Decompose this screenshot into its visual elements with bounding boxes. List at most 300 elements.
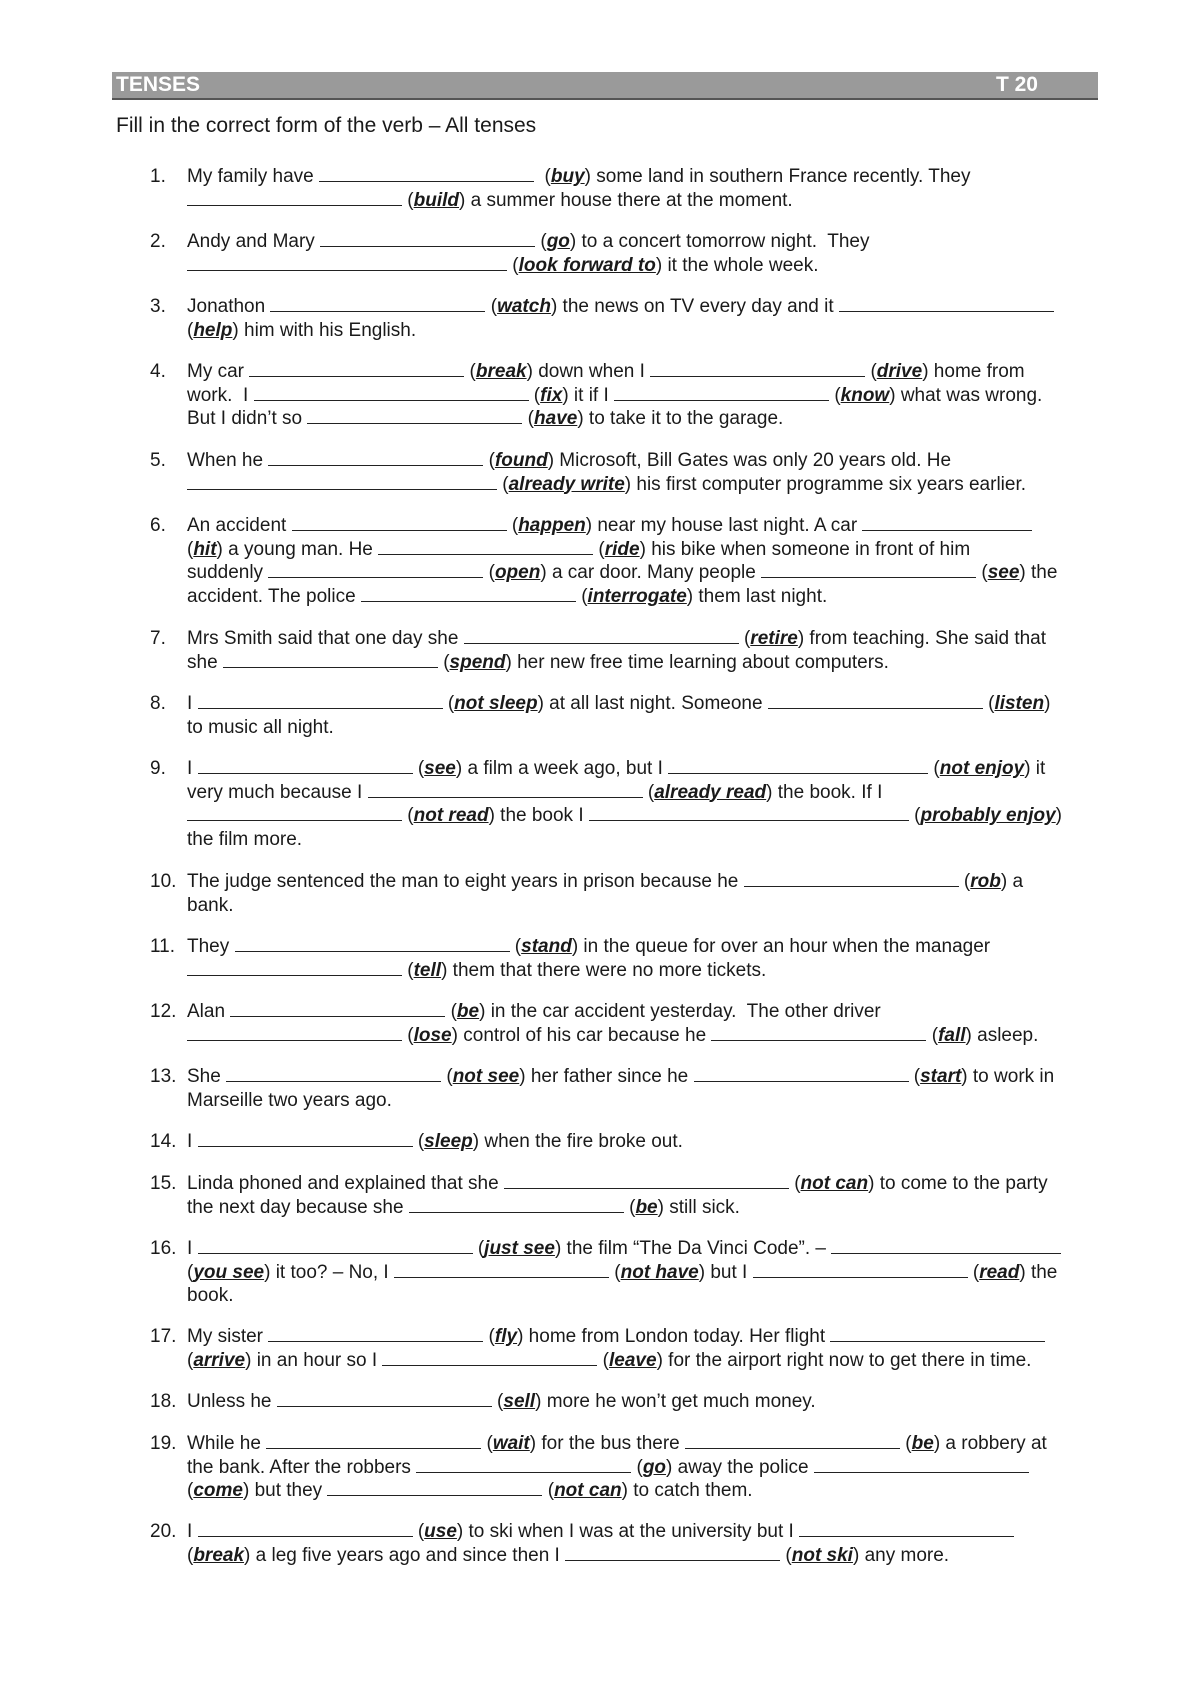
verb-hint: use <box>424 1521 457 1542</box>
answer-blank[interactable] <box>268 561 483 578</box>
text-line <box>187 1065 1102 1089</box>
sentence-text: ) home from London today. Her flight <box>517 1326 831 1347</box>
sentence-text: I <box>187 1131 198 1152</box>
sentence-text: ) the <box>1019 1261 1058 1283</box>
verb-hint: stand <box>521 936 572 957</box>
sentence-text: the film more. <box>187 828 303 850</box>
sentence-text: ( <box>623 1196 636 1218</box>
sentence-text: ( <box>967 1261 980 1283</box>
verb-hint: fall <box>938 1024 966 1046</box>
answer-blank[interactable] <box>270 295 485 312</box>
verb-hint: sleep <box>424 1131 473 1152</box>
sentence-text: ( <box>542 1480 555 1501</box>
answer-blank[interactable] <box>685 1432 900 1449</box>
verb-hint: not can <box>800 1173 869 1194</box>
sentence-text: ) asleep. <box>965 1024 1039 1046</box>
answer-blank[interactable] <box>319 165 534 182</box>
text-line <box>187 651 1102 675</box>
text-line <box>187 585 1102 609</box>
sentence-text: I <box>187 693 198 714</box>
sentence-text: ) a car door. Many people <box>540 562 762 583</box>
sentence-text: ) it the whole week. <box>655 254 819 276</box>
sentence-text: ) down when I <box>526 361 651 382</box>
text-line <box>187 804 1102 828</box>
sentence-text: ) to take it to the garage. <box>577 408 784 429</box>
sentence-text: When he <box>187 450 269 471</box>
sentence-text: My family have <box>187 166 319 187</box>
sentence-text: accident. The police <box>187 585 361 607</box>
sentence-text: ) from teaching. She said that <box>797 628 1047 649</box>
text-line <box>187 254 1102 278</box>
text-line <box>187 384 1102 408</box>
text-line <box>187 1349 1102 1373</box>
sentence-text: ) when the fire broke out. <box>472 1131 683 1152</box>
sentence-text: ) control of his car because he <box>451 1024 712 1046</box>
item-number: 20. <box>150 1521 177 1542</box>
item-text <box>187 627 1102 674</box>
text-line <box>187 165 1102 189</box>
sentence-text: ) any more. <box>852 1544 950 1566</box>
item-text <box>187 1325 1102 1372</box>
sentence-text: ) a summer house there at the moment. <box>459 189 793 211</box>
sentence-text: ) the book I <box>488 805 589 826</box>
answer-blank[interactable] <box>409 1196 624 1213</box>
item-number: 7. <box>150 628 166 649</box>
text-line <box>187 360 1102 384</box>
text-line <box>187 1479 1102 1503</box>
sentence-text: to music all night. <box>187 716 334 738</box>
sentence-text: ) in the queue for over an hour when the manager <box>571 936 991 957</box>
answer-blank[interactable] <box>277 1390 492 1407</box>
sentence-text: ) it <box>1024 758 1046 779</box>
answer-blank[interactable] <box>198 757 413 774</box>
answer-blank[interactable] <box>761 561 976 578</box>
sentence-text: ( <box>187 1349 194 1371</box>
sentence-text: ) the <box>1019 562 1058 583</box>
sentence-text: ) a film a week ago, but I <box>455 758 669 779</box>
sentence-text: ( <box>483 450 495 471</box>
sentence-text: ( <box>187 319 194 341</box>
sentence-text: My car <box>187 361 250 382</box>
answer-blank[interactable] <box>249 360 464 377</box>
answer-blank[interactable] <box>416 1456 631 1473</box>
verb-hint: see <box>987 562 1020 583</box>
text-line <box>187 561 1102 585</box>
verb-hint: build <box>413 189 459 211</box>
verb-hint: lose <box>413 1024 452 1046</box>
sentence-text: ) <box>1044 693 1051 714</box>
text-line <box>187 1000 1102 1024</box>
verb-hint: fix <box>540 384 563 406</box>
answer-blank[interactable] <box>814 1456 1029 1473</box>
sentence-text: ) away the police <box>666 1456 814 1478</box>
verb-hint: know <box>840 384 890 406</box>
sentence-text: ( <box>437 651 450 673</box>
sentence-text: ) to ski when I was at the university but I <box>456 1521 800 1542</box>
sentence-text: very much because I <box>187 781 368 803</box>
verb-hint: be <box>911 1433 934 1454</box>
verb-hint: be <box>456 1001 480 1022</box>
sentence-text: ) for the bus there <box>529 1433 686 1454</box>
sentence-text: While he <box>187 1433 267 1454</box>
item-text <box>187 935 1102 982</box>
item-number: 18. <box>150 1391 177 1412</box>
answer-blank[interactable] <box>361 585 576 602</box>
sentence-text: I <box>187 1238 198 1259</box>
answer-blank[interactable] <box>187 473 497 490</box>
text-line <box>187 757 1102 781</box>
sentence-text: I <box>187 758 198 779</box>
sentence-text: ( <box>597 1349 610 1371</box>
sentence-text: My sister <box>187 1326 269 1347</box>
text-line <box>187 538 1102 562</box>
sentence-text: ( <box>187 1544 194 1566</box>
item-text <box>187 1000 1102 1047</box>
sentence-text: ( <box>609 1261 621 1283</box>
worksheet-code: T 20 <box>995 73 1038 96</box>
sentence-text: the next day because she <box>187 1196 409 1218</box>
sentence-text: ) his bike when someone in front of him <box>639 538 971 560</box>
answer-blank[interactable] <box>839 295 1054 312</box>
answer-blank[interactable] <box>198 1237 473 1254</box>
verb-hint: tell <box>413 959 442 981</box>
sentence-text: ( <box>829 384 841 406</box>
text-line <box>187 1325 1102 1349</box>
sentence-text: ( <box>464 361 476 382</box>
sentence-text: ( <box>908 805 921 826</box>
text-line <box>187 692 1102 716</box>
sentence-text: ( <box>533 166 551 187</box>
sentence-text: But I didn’t so <box>187 408 308 429</box>
text-line <box>187 1261 1102 1285</box>
sentence-text: I <box>187 1521 198 1542</box>
item-number: 1. <box>150 166 166 187</box>
verb-hint: break <box>475 361 527 382</box>
verb-hint: not see <box>452 1066 520 1087</box>
answer-blank[interactable] <box>223 651 438 668</box>
sentence-text: ( <box>187 1261 194 1283</box>
page-header <box>112 72 1098 100</box>
answer-blank[interactable] <box>711 1024 926 1041</box>
sentence-text: ( <box>442 693 455 714</box>
answer-blank[interactable] <box>320 230 535 247</box>
answer-blank[interactable] <box>464 627 739 644</box>
answer-blank[interactable] <box>187 254 507 271</box>
sentence-text: ) the film “The Da Vinci Code”. – <box>554 1238 832 1259</box>
item-text <box>187 230 1102 277</box>
answer-blank[interactable] <box>565 1544 780 1561</box>
text-line <box>187 627 1102 651</box>
answer-blank[interactable] <box>862 514 1032 531</box>
answer-blank[interactable] <box>268 449 483 466</box>
sentence-text: ) some land in southern France recently. They <box>584 166 971 187</box>
sentence-text: ( <box>412 1131 425 1152</box>
item-number: 8. <box>150 693 166 714</box>
sentence-text: ) to come to the party <box>868 1173 1048 1194</box>
answer-blank[interactable] <box>268 1325 483 1342</box>
sentence-text: ( <box>187 1480 194 1501</box>
sentence-text: ) in an hour so I <box>245 1349 383 1371</box>
answer-blank[interactable] <box>226 1065 441 1082</box>
item-text <box>187 449 1102 496</box>
verb-hint: go <box>546 231 570 252</box>
sentence-text: ) them last night. <box>686 585 828 607</box>
sentence-text: ( <box>507 254 519 276</box>
item-number: 4. <box>150 361 166 382</box>
sentence-text: ( <box>976 562 988 583</box>
answer-blank[interactable] <box>187 1024 402 1041</box>
item-text <box>187 1432 1102 1503</box>
answer-blank[interactable] <box>230 1000 445 1017</box>
sentence-text: ) her new free time learning about computers. <box>505 651 889 673</box>
text-line <box>187 1284 1102 1308</box>
answer-blank[interactable] <box>768 692 983 709</box>
sentence-text: ( <box>788 1173 801 1194</box>
sentence-text: ) him with his English. <box>232 319 417 341</box>
text-line <box>187 319 1102 343</box>
item-number: 9. <box>150 758 166 779</box>
item-text <box>187 1520 1102 1567</box>
sentence-text: ( <box>412 758 425 779</box>
sentence-text: ( <box>928 758 940 779</box>
sentence-text: ( <box>958 871 971 892</box>
sentence-text: ) her father since he <box>519 1066 694 1087</box>
sentence-text: ( <box>509 936 522 957</box>
sentence-text: ) a <box>1000 871 1024 892</box>
sentence-text: ( <box>491 1391 504 1412</box>
item-number: 17. <box>150 1326 177 1347</box>
text-line <box>187 1130 1102 1154</box>
verb-hint: break <box>193 1544 245 1566</box>
sentence-text: ( <box>472 1238 485 1259</box>
sentence-text: ( <box>738 628 751 649</box>
item-number: 6. <box>150 515 166 536</box>
answer-blank[interactable] <box>198 1520 413 1537</box>
sentence-text: ( <box>402 189 414 211</box>
sentence-text: ( <box>497 473 509 495</box>
verb-hint: buy <box>550 166 585 187</box>
sentence-text: ) near my house last night. A car <box>585 515 863 536</box>
item-text <box>187 1237 1102 1308</box>
sentence-text: An accident <box>187 515 292 536</box>
sentence-text: ) what was wrong. <box>889 384 1043 406</box>
text-line <box>187 781 1102 805</box>
verb-hint: read <box>979 1261 1020 1283</box>
sentence-text: ( <box>445 1001 457 1022</box>
sentence-text: She <box>187 1066 227 1087</box>
item-text <box>187 870 1102 917</box>
answer-blank[interactable] <box>753 1261 968 1278</box>
sentence-text: book. <box>187 1285 234 1306</box>
verb-hint: drive <box>876 361 923 382</box>
item-text <box>187 1065 1102 1112</box>
answer-blank[interactable] <box>266 1432 481 1449</box>
sentence-text: ) it if I <box>562 384 615 406</box>
sentence-text: ( <box>481 1433 493 1454</box>
text-line <box>187 449 1102 473</box>
verb-hint: leave <box>609 1349 657 1371</box>
answer-blank[interactable] <box>378 538 593 555</box>
answer-blank[interactable] <box>187 189 402 206</box>
sentence-text: ( <box>631 1456 643 1478</box>
answer-blank[interactable] <box>198 692 443 709</box>
sentence-text: ( <box>187 538 194 560</box>
answer-blank[interactable] <box>504 1172 789 1189</box>
sentence-text: Andy and Mary <box>187 231 321 252</box>
sentence-text: ( <box>485 296 498 317</box>
item-number: 3. <box>150 296 166 317</box>
text-line <box>187 894 1102 918</box>
sentence-text: ( <box>412 1521 425 1542</box>
answer-blank[interactable] <box>589 804 909 821</box>
sentence-text: ) his first computer programme six years earlier. <box>624 473 1027 495</box>
verb-hint: start <box>920 1066 962 1087</box>
text-line <box>187 514 1102 538</box>
verb-hint: help <box>193 319 233 341</box>
item-number: 2. <box>150 231 166 252</box>
text-line <box>187 1456 1102 1480</box>
sentence-text: Linda phoned and explained that she <box>187 1173 504 1194</box>
sentence-text: ) the book. If I <box>766 781 883 803</box>
answer-blank[interactable] <box>235 935 510 952</box>
verb-hint: see <box>424 758 456 779</box>
sentence-text: Mrs Smith said that one day she <box>187 628 464 649</box>
answer-blank[interactable] <box>368 781 643 798</box>
sentence-text: ) <box>1055 805 1062 826</box>
verb-hint: rob <box>970 871 1001 892</box>
text-line <box>187 1520 1102 1544</box>
item-number: 13. <box>150 1066 177 1087</box>
sentence-text: ) but I <box>698 1261 753 1283</box>
text-line <box>187 230 1102 254</box>
sentence-text: ) still sick. <box>657 1196 740 1218</box>
verb-hint: ride <box>604 538 640 560</box>
verb-hint: not read <box>413 805 489 826</box>
answer-blank[interactable] <box>650 360 865 377</box>
verb-hint: hit <box>193 538 217 560</box>
text-line <box>187 1432 1102 1456</box>
verb-hint: found <box>494 450 548 471</box>
text-line <box>187 1237 1102 1261</box>
sentence-text: ) but they <box>242 1480 328 1501</box>
verb-hint: you see <box>193 1261 265 1283</box>
answer-blank[interactable] <box>394 1261 609 1278</box>
item-text <box>187 757 1102 851</box>
verb-hint: just see <box>484 1238 555 1259</box>
sentence-text: Jonathon <box>187 296 271 317</box>
sentence-text: ( <box>982 693 995 714</box>
answer-blank[interactable] <box>744 870 959 887</box>
verb-hint: sell <box>503 1391 536 1412</box>
item-text <box>187 514 1102 608</box>
item-number: 11. <box>150 936 176 957</box>
sentence-text: ) a robbery at <box>933 1433 1047 1454</box>
verb-hint: arrive <box>193 1349 246 1371</box>
sentence-text: ) home from <box>922 361 1025 382</box>
answer-blank[interactable] <box>292 514 507 531</box>
verb-hint: open <box>494 562 541 583</box>
verb-hint: not have <box>620 1261 699 1283</box>
item-text <box>187 1130 1102 1154</box>
verb-hint: come <box>193 1480 243 1501</box>
sentence-text: Alan <box>187 1001 231 1022</box>
verb-hint: probably enjoy <box>920 805 1056 826</box>
sentence-text: ( <box>535 231 547 252</box>
sentence-text: ( <box>483 562 495 583</box>
verb-hint: go <box>642 1456 667 1478</box>
answer-blank[interactable] <box>668 757 928 774</box>
sentence-text: Unless he <box>187 1391 277 1412</box>
verb-hint: already read <box>654 781 767 803</box>
sentence-text: ) to catch them. <box>621 1480 753 1501</box>
verb-hint: listen <box>994 693 1045 714</box>
answer-blank[interactable] <box>830 1325 1045 1342</box>
answer-blank[interactable] <box>327 1479 542 1496</box>
answer-blank[interactable] <box>614 384 829 401</box>
answer-blank[interactable] <box>187 959 402 976</box>
item-number: 16. <box>150 1238 177 1259</box>
answer-blank[interactable] <box>799 1520 1014 1537</box>
text-line <box>187 407 1102 431</box>
answer-blank[interactable] <box>254 384 529 401</box>
item-text <box>187 360 1102 431</box>
verb-hint: not ski <box>791 1544 853 1566</box>
verb-hint: be <box>635 1196 658 1218</box>
item-number: 14. <box>150 1131 177 1152</box>
sentence-text: ( <box>575 585 588 607</box>
sentence-text: ) them that there were no more tickets. <box>441 959 767 981</box>
sentence-text: The judge sentenced the man to eight years in prison because he <box>187 871 744 892</box>
item-number: 15. <box>150 1173 177 1194</box>
sentence-text: ) more he won’t get much money. <box>535 1391 816 1412</box>
text-line <box>187 1196 1102 1220</box>
verb-hint: look forward to <box>518 254 656 276</box>
sentence-text: They <box>187 936 235 957</box>
sentence-text: ( <box>900 1433 912 1454</box>
sentence-text: ( <box>908 1066 921 1087</box>
verb-hint: not sleep <box>454 693 538 714</box>
sentence-text: ( <box>528 384 541 406</box>
answer-blank[interactable] <box>198 1130 413 1147</box>
verb-hint: interrogate <box>587 585 687 607</box>
text-line <box>187 716 1102 740</box>
text-line <box>187 1390 1102 1414</box>
answer-blank[interactable] <box>831 1237 1061 1254</box>
sentence-text: ( <box>780 1544 792 1566</box>
sentence-text: ) Microsoft, Bill Gates was only 20 years old. He <box>547 450 952 471</box>
instructions: Fill in the correct form of the verb – All tenses <box>116 114 537 137</box>
sentence-text: bank. <box>187 894 234 916</box>
sentence-text: ( <box>593 538 605 560</box>
answer-blank[interactable] <box>187 804 402 821</box>
verb-hint: wait <box>492 1433 530 1454</box>
answer-blank[interactable] <box>694 1065 909 1082</box>
text-line <box>187 870 1102 894</box>
item-text <box>187 1172 1102 1219</box>
text-line <box>187 1172 1102 1196</box>
sentence-text: ) to work in <box>961 1066 1055 1087</box>
sentence-text: ) a young man. He <box>216 538 379 560</box>
sentence-text: ( <box>441 1066 453 1087</box>
text-line <box>187 189 1102 213</box>
sentence-text: ) in the car accident yesterday. The other driver <box>479 1001 881 1022</box>
answer-blank[interactable] <box>307 407 522 424</box>
text-line <box>187 1089 1102 1113</box>
answer-blank[interactable] <box>382 1349 597 1366</box>
sentence-text: ( <box>926 1024 939 1046</box>
text-line <box>187 1024 1102 1048</box>
text-line <box>187 473 1102 497</box>
